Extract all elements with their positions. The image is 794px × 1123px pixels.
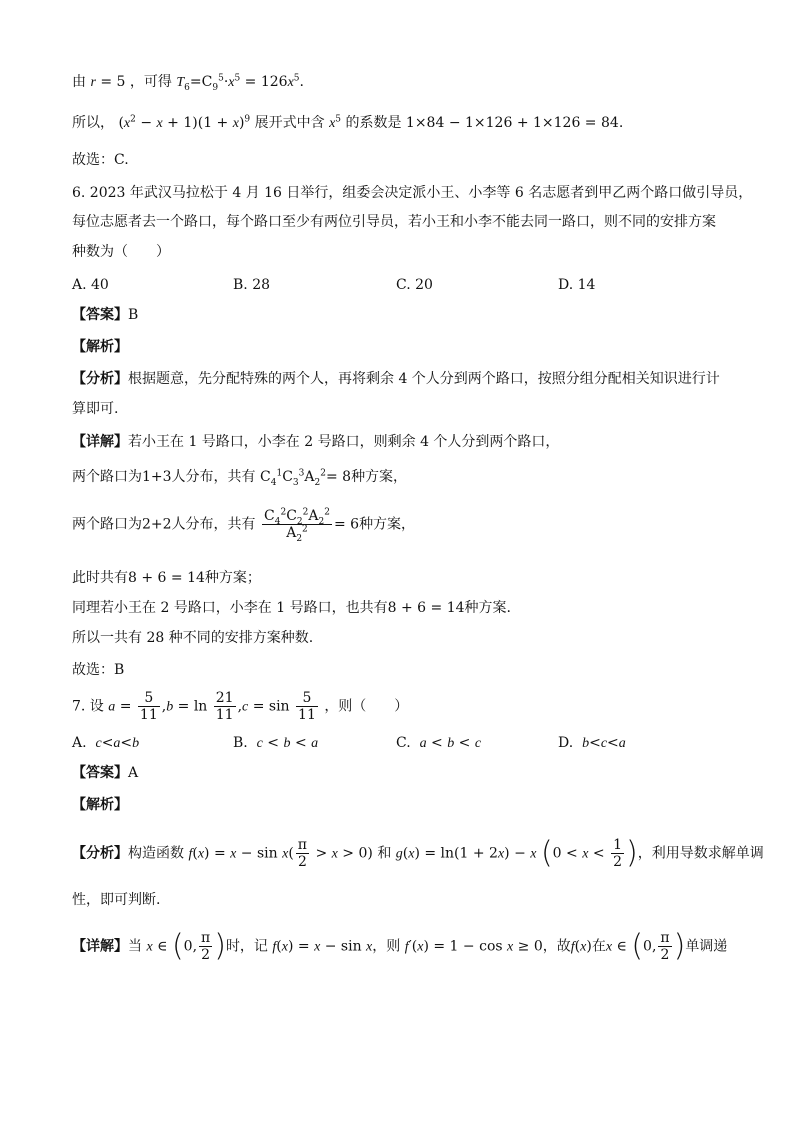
- question-6-stem-3: 种数为（ ）: [72, 244, 170, 260]
- q6-option-b: B. 28: [233, 277, 271, 293]
- q6-answer: 【答案】B: [72, 307, 139, 323]
- solution-line-1: 由 r = 5 ，可得 $T_6=C_9^5\cdot x^5 = 126x^5$.: [72, 73, 304, 93]
- q6-analysis-2: 算即可.: [72, 401, 119, 417]
- choice-line-c: 故选：C.: [72, 152, 129, 168]
- coefficient-calculation: 1×84 − 1×126 + 1×126 = 84: [405, 115, 619, 131]
- question-7-stem: 7. 设 a = $\frac{5}{11}$ ,b = ln $\frac{21}{11}$ ,c = sin $\frac{5}{11}$ ，则（ ）: [72, 690, 409, 723]
- q7-analysis-1: 【分析】构造函数 f(x) = x − sin x( $\frac{\pi}{2}$ > x > 0) 和 g(x) = ln(1 + 2x) − x (0 < x < $\frac{1}{2}$ )，利用导数求解单调: [72, 835, 764, 871]
- q6-detail-2: 两个路口为1+3人分布，共有 $C_4^1C_3^3A_2^2= 8$种方案，: [72, 468, 408, 488]
- q7-analysis-2: 性，即可判断.: [72, 892, 161, 908]
- q7-detail-1: 【详解】当 x ∈ (0, $\frac{\pi}{2}$ )时，记 f(x) = x − sin x，则 f′(x) = 1 − cos x ≥ 0，故f(x)在x ∈ (0, $\frac{\pi}{2}$ )单调递: [72, 928, 728, 964]
- q6-detail-1: 【详解】若小王在 1 号路口，小李在 2 号路口，则剩余 4 个人分到两个路口，: [72, 434, 560, 450]
- q7-jiexi-label: 【解析】: [72, 797, 128, 813]
- q6-option-c: C. 20: [396, 277, 433, 293]
- q6-option-d: D. 14: [558, 277, 596, 293]
- q7-option-d: D. b<c<a: [558, 735, 626, 751]
- q7-option-a: A. c<a<b: [72, 735, 140, 751]
- q6-detail-3: 两个路口为2+2人分布，共有 $\frac{C_4^2C_2^2A_2^2}{A_2^2}$ = 6种方案，: [72, 507, 416, 544]
- combination-fraction: $\frac{C_4^2C_2^2A_2^2}{A_2^2}$: [264, 507, 330, 544]
- q6-analysis-1: 【分析】根据题意，先分配特殊的两个人，再将剩余 4 个人分到两个路口，按照分组分配相关知识进行计: [72, 371, 720, 387]
- question-6-stem-2: 每位志愿者去一个路口，每个路口至少有两位引导员，若小王和小李不能去同一路口，则不同的安排方案: [72, 214, 716, 230]
- q6-detail-4: 此时共有8 + 6 = 14种方案；: [72, 570, 261, 586]
- q6-detail-7: 故选：B: [72, 662, 125, 678]
- q6-detail-6: 所以一共有 28 种不同的安排方案种数.: [72, 630, 314, 646]
- q6-jiexi-label: 【解析】: [72, 339, 128, 355]
- solution-line-2: 所以， $(x^2 - x + 1)(1 + x)^9$ 展开式中含 $x^5$ 的系数是 1×84 − 1×126 + 1×126 = 84.: [72, 114, 624, 131]
- q6-detail-5: 同理若小王在 2 号路口，小李在 1 号路口，也共有8 + 6 = 14种方案.: [72, 600, 511, 616]
- q7-answer: 【答案】A: [72, 765, 139, 781]
- q7-option-b: B. c < b < a: [233, 735, 319, 751]
- q6-option-a: A. 40: [72, 277, 109, 293]
- q7-option-c: C. a < b < c: [396, 735, 482, 751]
- question-6-stem-1: 6. 2023 年武汉马拉松于 4 月 16 日举行，组委会决定派小王、小李等 6 名志愿者到甲乙两个路口做引导员，: [72, 185, 753, 201]
